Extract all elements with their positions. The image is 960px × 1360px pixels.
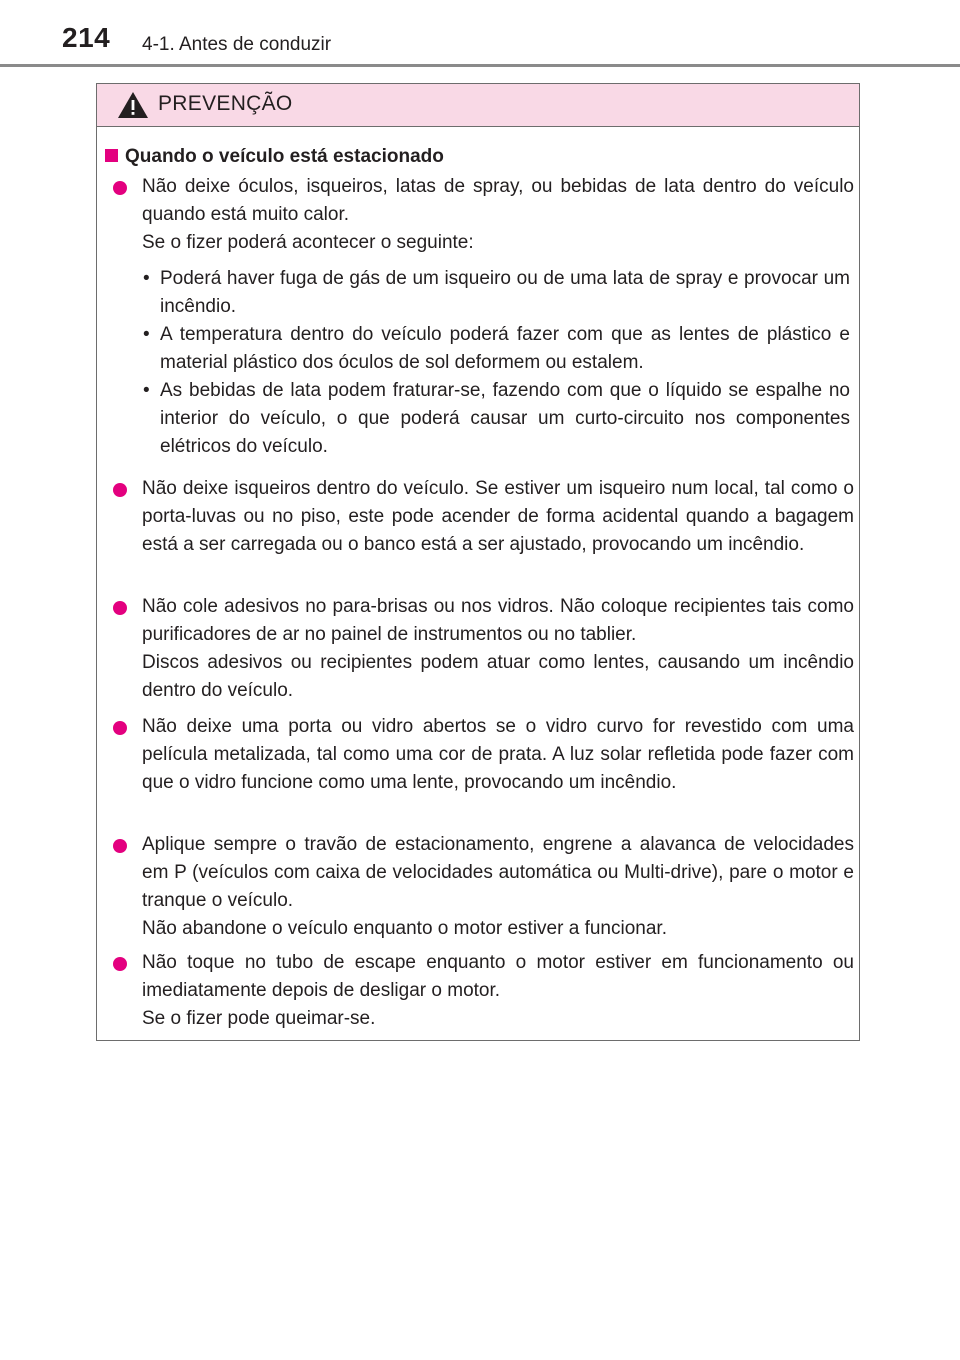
sub-list-text: Poderá haver fuga de gás de um isqueiro ou de uma lata de spray e provocar um incêndio. — [160, 268, 850, 317]
section-title: 4-1. Antes de conduzir — [142, 34, 332, 55]
subheading-text: Quando o veículo está estacionado — [125, 146, 444, 167]
circle-bullet-icon — [113, 839, 127, 853]
circle-bullet-icon — [113, 957, 127, 971]
dot-bullet-icon: • — [143, 324, 150, 345]
item-paragraph: Se o fizer pode queimar-se. — [142, 1008, 376, 1029]
warning-triangle-icon — [117, 91, 149, 119]
circle-bullet-icon — [113, 181, 127, 195]
sub-list-text: A temperatura dentro do veículo poderá fazer com que as lentes de plástico e material plástico dos óculos de sol deformem ou estalem. — [160, 324, 850, 373]
warning-item — [142, 949, 854, 1033]
circle-bullet-icon — [113, 721, 127, 735]
item-paragraph: Não toque no tubo de escape enquanto o motor estiver em funcionamento ou imediatamente depois de desligar o motor. — [142, 952, 854, 1001]
item-paragraph: Não cole adesivos no para-brisas ou nos vidros. Não coloque recipientes tais como purificadores de ar no painel de instrumentos ou no tablier. — [142, 596, 854, 645]
warning-item — [142, 475, 854, 559]
warning-item — [142, 593, 854, 705]
sub-list-item — [143, 321, 850, 377]
sub-list-item — [143, 377, 850, 461]
page-number: 214 — [62, 22, 111, 53]
warning-box — [96, 83, 860, 1041]
item-paragraph: Não deixe isqueiros dentro do veículo. Se estiver um isqueiro num local, tal como o porta-luvas ou no piso, este pode acender de forma acidental quando a bagagem está a ser carregada ou o banco está a ser ajustado, provocando um incêndio. — [142, 478, 854, 555]
circle-bullet-icon — [113, 483, 127, 497]
item-paragraph: Não deixe óculos, isqueiros, latas de spray, ou bebidas de lata dentro do veículo quando está muito calor. — [142, 176, 854, 225]
circle-bullet-icon — [113, 601, 127, 615]
warning-item — [142, 713, 854, 797]
warning-item — [142, 831, 854, 943]
item-paragraph: Discos adesivos ou recipientes podem atuar como lentes, causando um incêndio dentro do veículo. — [142, 652, 854, 701]
sub-list-text: As bebidas de lata podem fraturar-se, fazendo com que o líquido se espalhe no interior do veículo, o que poderá causar um curto-circuito nos componentes elétricos do veículo. — [160, 380, 850, 457]
dot-bullet-icon: • — [143, 380, 150, 401]
warning-title: PREVENÇÃO — [158, 92, 293, 115]
item-paragraph: Se o fizer poderá acontecer o seguinte: — [142, 232, 474, 253]
dot-bullet-icon: • — [143, 268, 150, 289]
item-paragraph: Não deixe uma porta ou vidro abertos se o vidro curvo for revestido com uma película metalizada, tal como uma cor de prata. A luz solar refletida pode fazer com que o vidro funcione como uma lente, provocando um incêndio. — [142, 716, 854, 793]
sub-list-item — [143, 265, 850, 321]
warning-header — [97, 84, 859, 127]
item-paragraph: Aplique sempre o travão de estacionamento, engrene a alavanca de velocidades em P (veículos com caixa de velocidades automática ou Multi-drive), pare o motor e tranque o veículo. — [142, 834, 854, 911]
item-paragraph: Não abandone o veículo enquanto o motor estiver a funcionar. — [142, 918, 667, 939]
warning-item — [142, 173, 854, 257]
header-rule — [0, 64, 960, 67]
square-bullet-icon — [105, 149, 118, 162]
subheading — [105, 146, 444, 168]
page-header — [0, 0, 960, 70]
